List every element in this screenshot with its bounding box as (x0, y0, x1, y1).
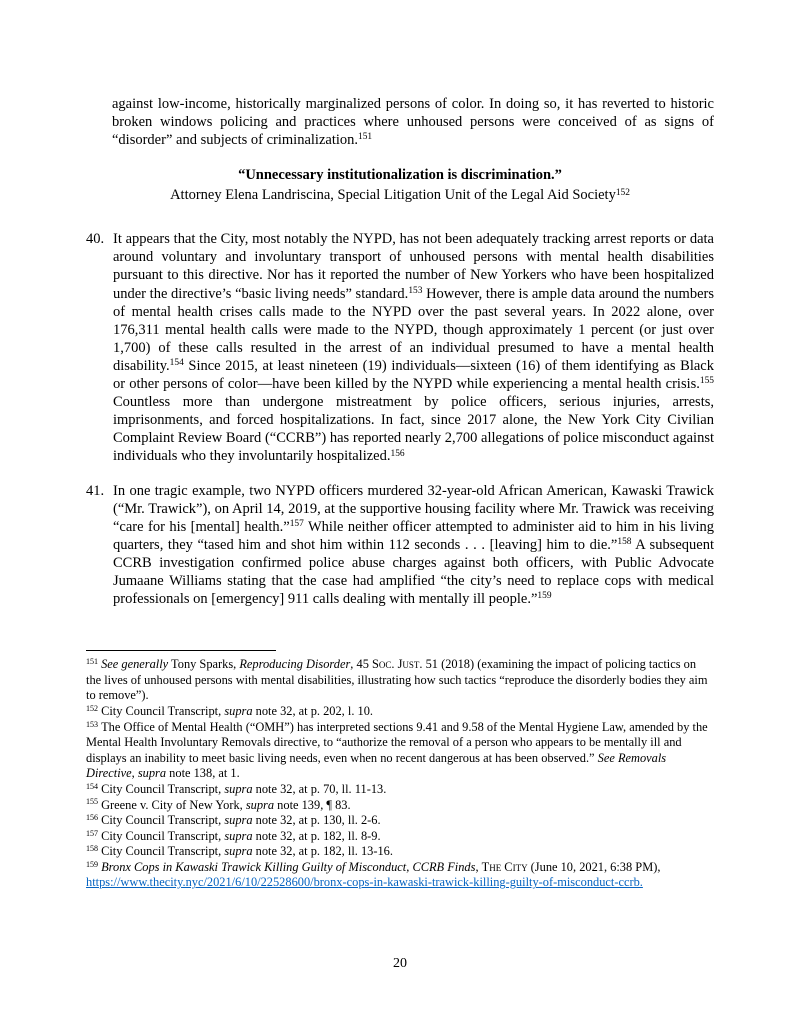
text-segment: supra (245, 797, 275, 812)
text-segment: See Removals Directive (86, 750, 667, 781)
footnote-158-text (101, 844, 393, 858)
footnote-154-number: 154 (86, 781, 99, 791)
text-segment: , (131, 766, 138, 781)
footnote-152-text (101, 704, 373, 718)
text-segment: In one tragic example, two NYPD officers murdered 32-year-old African American, Kawaski Trawick (“Mr. Trawick”), on April 14, 2019, at the supportive housing facility where Mr. Trawick was receiving “care for his [mental] health.” (113, 482, 714, 535)
paragraph-40 (86, 230, 714, 465)
text-segment: Tony Sparks, (168, 657, 240, 672)
superscript-reference: 153 (408, 285, 423, 296)
footnote-153-text (86, 720, 708, 781)
footnote-152-number: 152 (86, 703, 99, 713)
text-segment: Reproducing Disorder (239, 657, 351, 672)
superscript-reference: 155 (699, 376, 714, 387)
quote-heading: “Unnecessary institutionalization is discrimination.” (238, 167, 562, 184)
footnote-separator (86, 650, 276, 651)
footnote-157-text (101, 829, 381, 843)
text-segment: Soc. Just. (371, 657, 423, 672)
footnote-155-text (101, 798, 351, 812)
text-segment: Bronx Cops in Kawaski Trawick Killing Guilty of Misconduct, CCRB Finds (101, 859, 476, 874)
footnote-159-text (86, 860, 660, 890)
paragraph-41-text (113, 482, 714, 609)
text-segment: However, there is ample data around the numbers of mental health crises calls made to the NYPD over the past several years. In 2022 alone, over 176,311 mental health calls were made to the NYPD, though approximately 1 percent (or just over 1,700) of these calls resulted in the arrest of an individual presumed to have a mental health disability. (113, 285, 714, 374)
footnote-159-number: 159 (86, 859, 99, 869)
footnote-154 (86, 782, 714, 798)
pull-quote (86, 165, 714, 205)
footnote-156 (86, 813, 714, 829)
text-segment: The City (481, 859, 528, 874)
superscript-reference: 156 (390, 448, 405, 459)
paragraph-40-text (113, 230, 714, 465)
text-segment: City Council Transcript, (101, 781, 225, 796)
text-segment: It appears that the City, most notably the NYPD, has not been adequately tracking arrest reports or data around voluntary and involuntary transport of unhoused persons with mental health disabilities pursuant to this directive. Nor has it reported the number of New Yorkers who have been hospitalized under the directive’s “basic living needs” standard. (113, 231, 714, 302)
text-segment: Greene v. City of New York, (101, 797, 246, 812)
footnote-159 (86, 860, 714, 891)
text-segment: Since 2015, at least nineteen (19) individuals—sixteen (16) of them identifying as Black or other persons of color—have been killed by the NYPD while experiencing a mental health crisis. (113, 357, 714, 393)
text-segment: note 32, at p. 70, ll. 11-13. (252, 781, 387, 796)
footnotes-section (86, 650, 714, 891)
text-segment: See generally (101, 657, 169, 672)
footnote-156-number: 156 (86, 813, 99, 823)
footnote-158 (86, 844, 714, 860)
text-segment: note 32, at p. 182, ll. 13-16. (252, 844, 393, 859)
paragraph-40-number: 40. (86, 231, 105, 248)
text-segment: , 45 (350, 657, 372, 672)
text-segment: 51 (2018) (examining the impact of policing tactics on the lives of unhoused persons with mental disabilities, illustrating how such tactics “reproduce the disorderly bodies they aim to remove”). (86, 657, 708, 703)
text-segment: Attorney Elena Landriscina, Special Litigation Unit of the Legal Aid Society (170, 187, 616, 204)
text-segment: supra (137, 766, 167, 781)
text-segment: note 32, at p. 130, ll. 2-6. (252, 813, 381, 828)
footnote-151 (86, 657, 714, 704)
text-segment: supra (224, 828, 253, 843)
footnote-151-text (86, 657, 707, 702)
text-segment: City Council Transcript, (101, 813, 225, 828)
text-segment: A subsequent CCRB investigation confirmed police abuse charges against both officers, with Public Advocate Jumaane Williams stating that the case had amplified “the city’s need to replace cops with medical professionals on [emergency] 911 calls dealing with mentally ill people.” (113, 536, 714, 608)
text-segment: supra (224, 844, 253, 859)
text-segment: , (475, 859, 482, 874)
text-segment: supra (224, 781, 253, 796)
text-segment: supra (224, 703, 253, 718)
text-segment: note 32, at p. 202, l. 10. (252, 703, 373, 718)
quote-attribution (86, 185, 714, 205)
footnote-157-number: 157 (86, 828, 99, 838)
paragraph-41 (86, 482, 714, 609)
page-number: 20 (393, 956, 407, 971)
footnote-152 (86, 704, 714, 720)
text-segment: City Council Transcript, (101, 844, 225, 859)
footnote-155-number: 155 (86, 797, 99, 807)
superscript-reference: 154 (169, 358, 184, 369)
superscript-reference: 152 (615, 187, 630, 198)
text-segment: (June 10, 2021, 6:38 PM), (527, 859, 661, 874)
footnote-153 (86, 720, 714, 782)
footnote-url-link[interactable]: https://www.thecity.nyc/2021/6/10/22528600/bronx-cops-in-kawaski-trawick-killing-guilty-of-misconduct-ccrb. (86, 875, 643, 890)
text-segment: supra (224, 813, 253, 828)
superscript-reference: 158 (617, 537, 632, 548)
text-segment: against low-income, historically marginalized persons of color. In doing so, it has reverted to historic broken windows policing and practices where unhoused persons were conceived of as signs of “disorder” and subjects of criminalization. (112, 96, 714, 149)
footnote-151-number: 151 (86, 657, 99, 667)
superscript-reference: 157 (289, 518, 304, 529)
text-segment: The Office of Mental Health (“OMH”) has interpreted sections 9.41 and 9.58 of the Mental Hygiene Law, amended by the Mental Health Involuntary Removals directive, to “authorize the removal of a person who appears to be mentally ill and displays an inability to meet basic living needs, even when no recent dangerous at has been observed.” (86, 719, 708, 765)
footnote-155 (86, 798, 714, 814)
paragraph-41-number: 41. (86, 482, 105, 499)
text-segment: note 138, at 1. (166, 766, 240, 781)
superscript-reference: 159 (537, 591, 552, 602)
footnote-157 (86, 829, 714, 845)
superscript-reference: 151 (358, 132, 373, 143)
text-segment: Countless more than undergone mistreatment by police officers, serious injuries, arrests, imprisonments, and forced hospitalizations. In fact, since 2017 alone, the New York City Civilian Complaint Review Board (“CCRB”) has reported nearly 2,700 allegations of police misconduct against individuals who they involuntarily hospitalized. (113, 394, 714, 465)
text-segment: While neither officer attempted to administer aid to him in his living quarters, they “tased him and shot him within 112 seconds . . . [leaving] him to die.” (113, 518, 714, 553)
footnote-154-text (101, 782, 386, 796)
text-segment: note 32, at p. 182, ll. 8-9. (252, 828, 381, 843)
footnote-153-number: 153 (86, 719, 99, 729)
footnote-156-text (101, 813, 381, 827)
footnote-158-number: 158 (86, 844, 99, 854)
text-segment: City Council Transcript, (101, 703, 225, 718)
text-segment: City Council Transcript, (101, 828, 225, 843)
intro-paragraph (112, 95, 714, 149)
text-segment: note 139, ¶ 83. (274, 797, 351, 812)
